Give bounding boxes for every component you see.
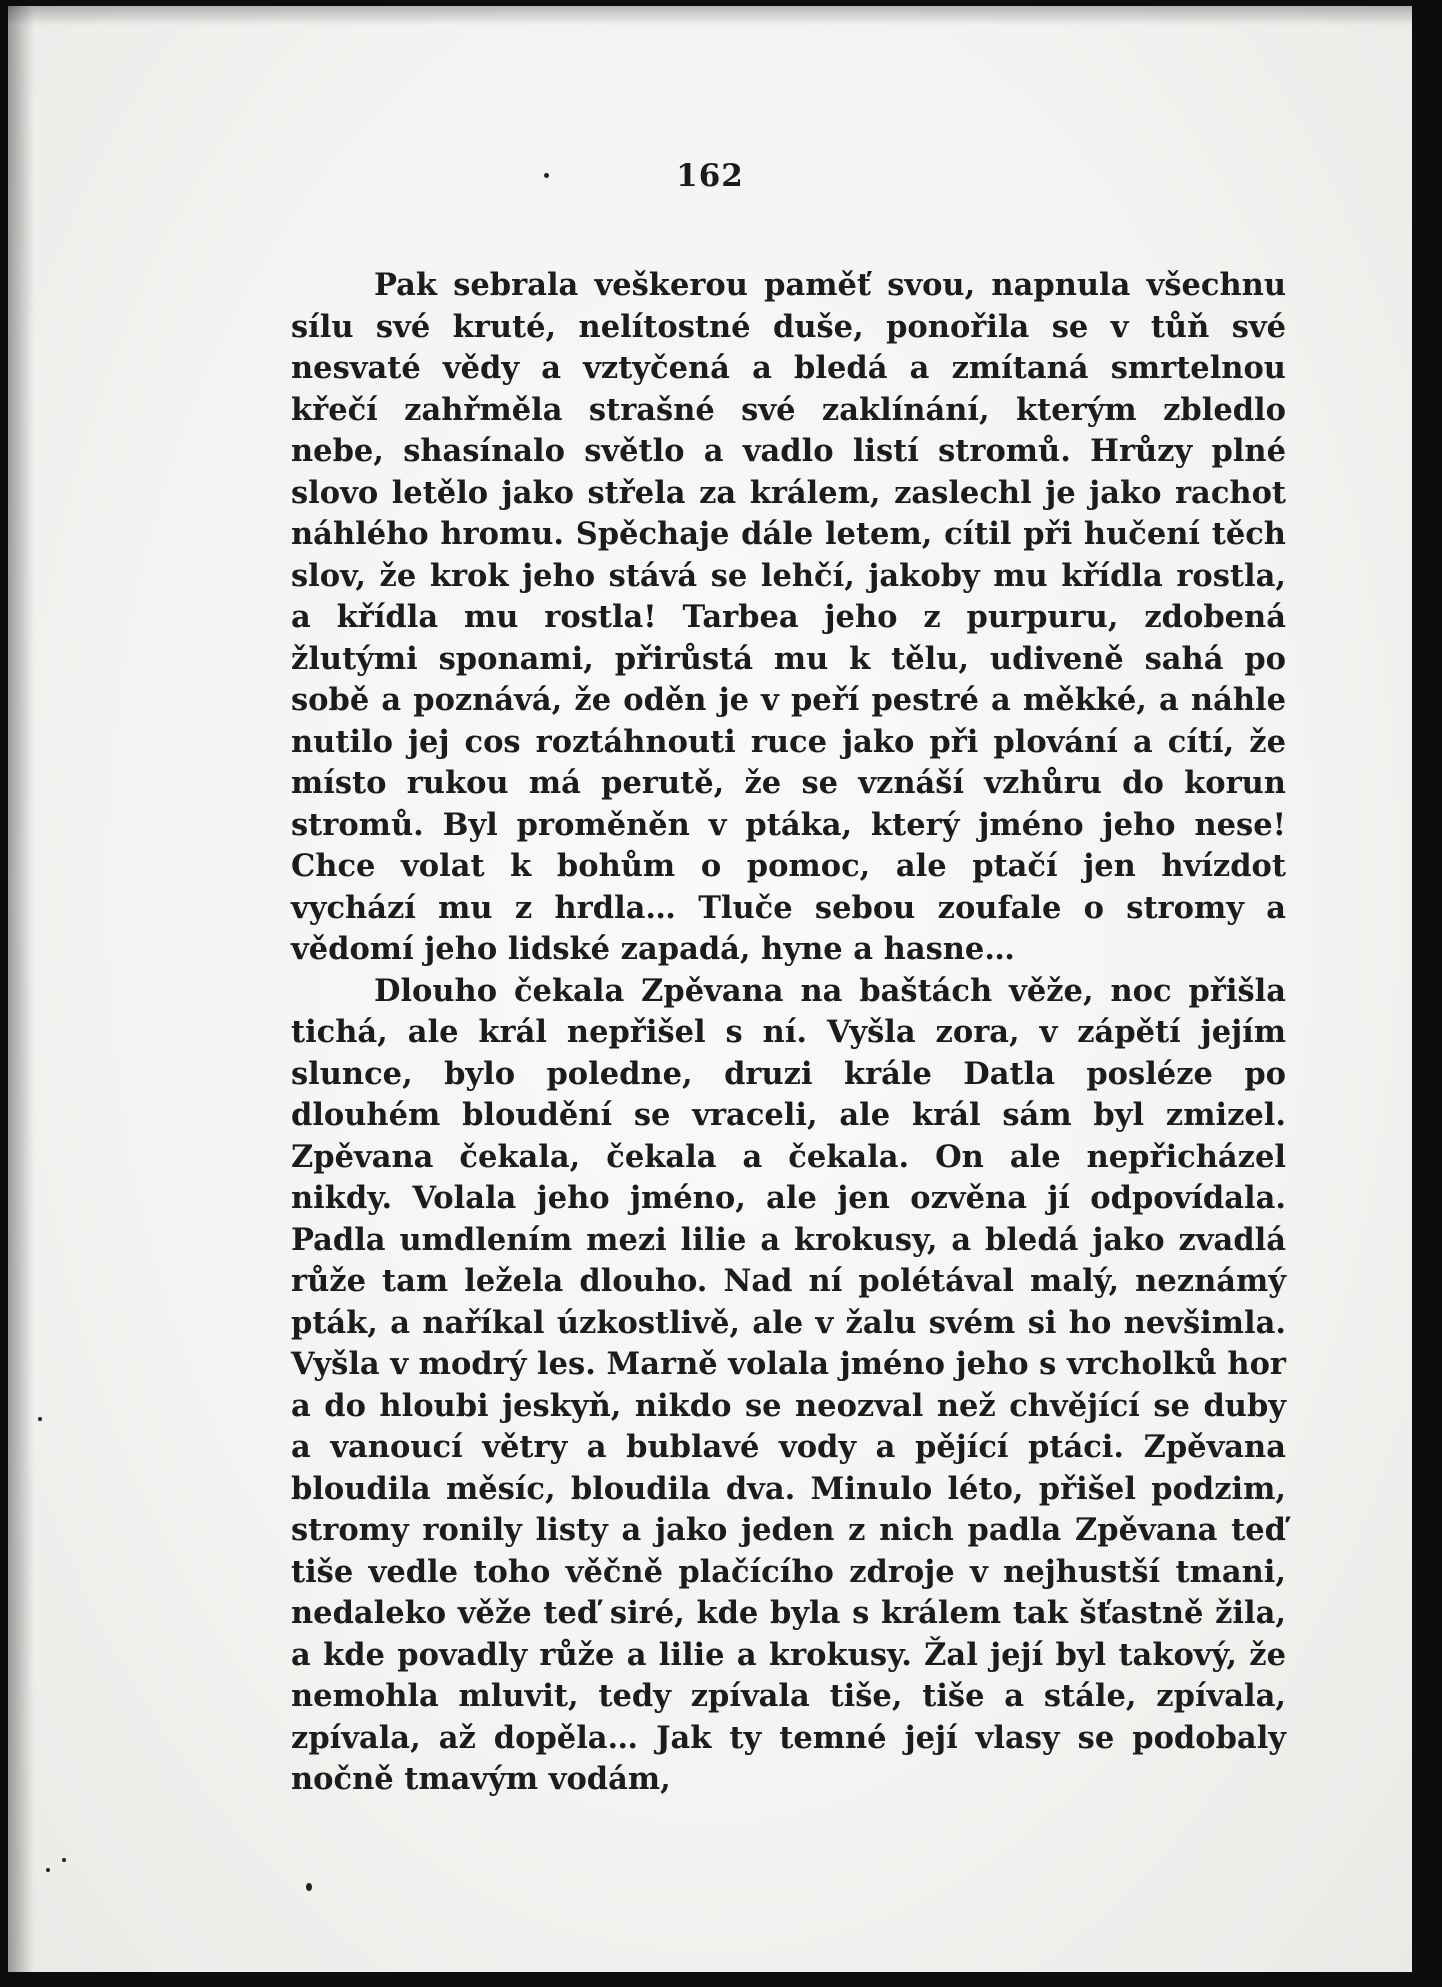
scan-speck <box>38 1417 42 1421</box>
paragraph-1: Pak sebrala veškerou paměť svou, napnula všechnu sílu své kruté, nelítostné duše, ponořila se v tůň své nesvaté vědy a vztyčená a bledá a zmítaná smrtelnou křečí zahřměla strašné své zaklínání, kterým zbledlo nebe, shasínalo světlo a vadlo listí stromů. Hrůzy plné slovo letělo jako střela za králem, zaslechl je jako rachot náhlého hromu. Spěchaje dále letem, cítil při hučení těch slov, že krok jeho stává se lehčí, jakoby mu křídla rostla, a křídla mu rostla! Tarbea jeho z purpuru, zdobená žlutými sponami, přirůstá mu k tělu, udiveně sahá po sobě a poznává, že oděn je v peří pestré a měkké, a náhle nutilo jej cos roztáhnouti ruce jako při plování a cítí, že místo rukou má perutě, že se vznáší vzhůru do korun stromů. Byl proměněn v ptáka, který jméno jeho nese! Chce volat k bohům o pomoc, ale ptačí jen hvízdot vychází mu z hrdla… Tluče sebou zoufale o stromy a vědomí jeho lidské zapadá, hyne a hasne… <box>291 267 1286 967</box>
page-edge-shadow <box>8 6 34 1972</box>
page-number: 162 <box>676 158 744 194</box>
scan-speck <box>46 1868 50 1872</box>
book-page <box>8 6 1412 1972</box>
scan-speck <box>306 1883 312 1891</box>
paragraph-2: Dlouho čekala Zpěvana na baštách věže, noc přišla tichá, ale král nepřišel s ní. Vyšla zora, v zápětí jejím slunce, bylo poledne, druzi krále Datla posléze po dlouhém bloudění se vraceli, ale král sám byl zmizel. Zpěvana čekala, čekala a čekala. On ale nepřicházel nikdy. Volala jeho jméno, ale jen ozvěna jí odpovídala. Padla umdlením mezi lilie a krokusy, a bledá jako zvadlá růže tam ležela dlouho. Nad ní polétával malý, neznámý pták, a naříkal úzkostlivě, ale v žalu svém si ho nevšimla. Vyšla v modrý les. Marně volala jméno jeho s vrcholků hor a do hloubi jeskyň, nikdo se neozval než chvějící se duby a vanoucí větry a bublavé vody a pějící ptáci. Zpěvana bloudila měsíc, bloudila dva. Minulo léto, přišel podzim, stromy ronily listy a jako jeden z nich padla Zpěvana teď tiše vedle toho věčně plačícího zdroje v nejhustší tmani, nedaleko věže teď siré, kde byla s králem tak šťastně žila, a kde povadly růže a lilie a krokusy. Žal její byl takový, že nemohla mluvit, tedy zpívala tiše, tiše a stále, zpívala, zpívala, až dopěla… Jak ty temné její vlasy se podobaly nočně tmavým vodám, <box>291 972 1286 1797</box>
body-text <box>291 265 1286 1801</box>
scan-speck <box>62 1858 66 1862</box>
page-top-shadow <box>8 6 1412 26</box>
